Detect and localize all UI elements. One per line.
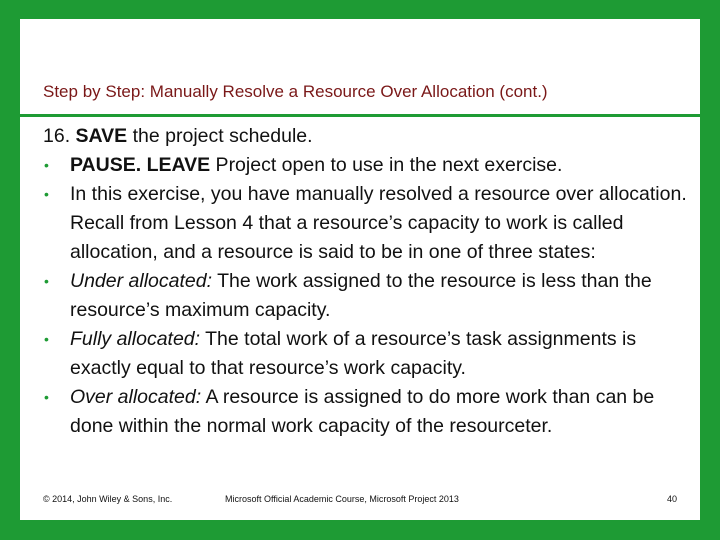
bullet-icon: •	[44, 389, 49, 405]
bullet-emphasis: Under allocated:	[70, 270, 213, 292]
bullet-text: A resource is assigned to do more work than can be done within the normal work capacity of the resourceter.	[70, 386, 655, 437]
bullet-allocation-intro	[43, 180, 693, 267]
step-action: SAVE	[75, 125, 128, 147]
bullet-emphasis: PAUSE. LEAVE	[70, 154, 211, 176]
bullet-emphasis: Over allocated:	[70, 386, 202, 408]
bullet-pause-leave	[43, 151, 693, 180]
step-number: 16.	[43, 125, 76, 147]
step-16	[43, 122, 693, 151]
bullet-fully-allocated	[43, 325, 693, 383]
slide-title: Step by Step: Manually Resolve a Resource Over Allocation (cont.)	[43, 82, 548, 101]
footer-course: Microsoft Official Academic Course, Microsoft Project 2013	[225, 494, 459, 504]
bullet-icon: •	[44, 331, 49, 347]
bullet-emphasis: Fully allocated:	[70, 328, 201, 350]
bullet-icon: •	[44, 186, 49, 202]
bullet-text: Project open to use in the next exercise.	[210, 154, 563, 176]
bullet-under-allocated	[43, 267, 693, 325]
page-number: 40	[666, 494, 677, 504]
slide	[20, 19, 700, 520]
bullet-text: In this exercise, you have manually resolved a resource over allocation. Recall from Lesson 4 that a resource’s capacity to work is called allocation, and a resource is said to be in one of three states:	[70, 183, 687, 263]
bullet-over-allocated	[43, 383, 693, 441]
bullet-text: The work assigned to the resource is less than the resource’s maximum capacity.	[70, 270, 652, 321]
bullet-icon: •	[44, 273, 49, 289]
footer-copyright: © 2014, John Wiley & Sons, Inc.	[43, 494, 173, 504]
slide-body	[43, 122, 693, 441]
bullet-text: The total work of a resource’s task assignments is exactly equal to that resource’s work capacity.	[70, 328, 637, 379]
bullet-icon: •	[44, 157, 49, 173]
title-divider	[20, 114, 700, 117]
step-text: the project schedule.	[127, 125, 313, 147]
